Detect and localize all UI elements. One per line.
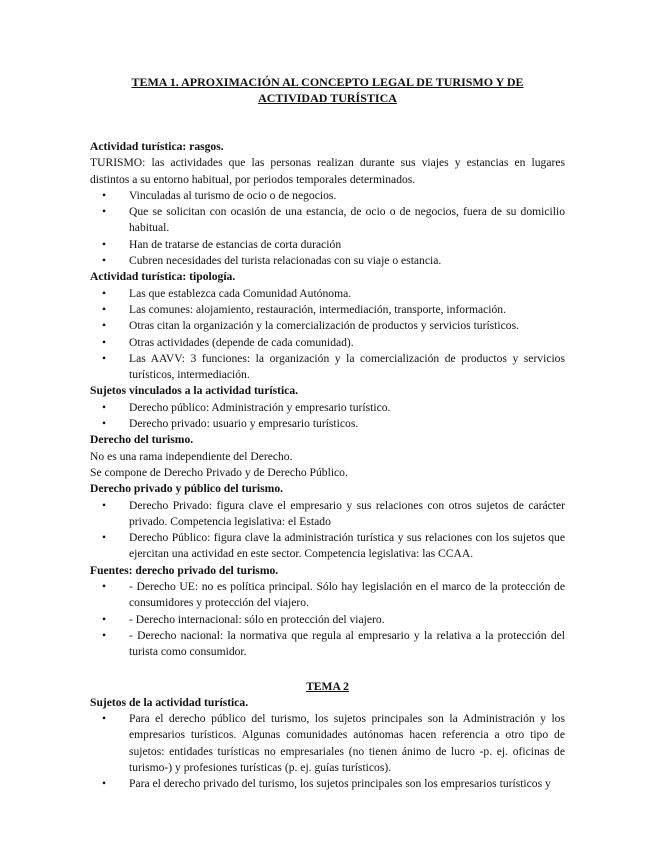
list-item-text: - Derecho internacional: sólo en protección del viajero.	[129, 612, 385, 626]
bullet-list	[90, 711, 565, 792]
section-heading: Derecho del turismo.	[90, 433, 194, 447]
bullet-icon: •	[102, 319, 107, 333]
list-item-text: Las que establezca cada Comunidad Autónoma.	[129, 286, 352, 300]
bullet-list	[90, 498, 565, 563]
list-item	[90, 400, 565, 416]
section-heading: Fuentes: derecho privado del turismo.	[90, 563, 279, 577]
list-item	[90, 318, 565, 334]
tema2-title: TEMA 2	[306, 679, 349, 693]
list-item-text: Que se solicitan con ocasión de una estancia, de ocio o de negocios, fuera de su domicilio habitual.	[129, 205, 565, 235]
list-item	[90, 302, 565, 318]
bullet-icon: •	[102, 417, 107, 431]
bullet-icon: •	[102, 188, 107, 202]
bullet-list	[90, 579, 565, 660]
bullet-icon: •	[102, 531, 107, 545]
section-privado-publico	[90, 481, 565, 562]
list-item-text: Para el derecho público del turismo, los sujetos principales son la Administración y los empresarios turísticos. Algunas comunidades autónomas hacen referencia a otro tipo de sujetos: entidades turísticas no empresariales (no tienen ánimo de lucro -p. ej. oficinas de turismo-) y profesiones turísticas (p. ej. guías turísticos).	[129, 712, 565, 774]
bullet-icon: •	[102, 628, 107, 642]
section-heading: Derecho privado y público del turismo.	[90, 482, 284, 496]
list-item	[90, 579, 565, 612]
list-item-text: Las comunes: alojamiento, restauración, intermediación, transporte, información.	[129, 302, 506, 316]
list-item-text: Las AAVV: 3 funciones: la organización y la comercialización de productos y servicios turísticos, intermediación.	[129, 351, 565, 382]
section-fuentes	[90, 563, 565, 661]
bullet-icon: •	[102, 254, 107, 268]
section-heading: Actividad turística: tipología.	[90, 270, 236, 284]
bullet-icon: •	[102, 400, 107, 414]
list-item-text: Cubren necesidades del turista relacionadas con su viaje o estancia.	[129, 254, 442, 268]
list-item-text: Vinculadas al turismo de ocio o de negocios.	[129, 188, 337, 202]
list-item	[90, 628, 565, 661]
list-item	[90, 188, 565, 204]
list-item	[90, 335, 565, 351]
list-item-text: Derecho privado: usuario y empresario turísticos.	[129, 417, 359, 431]
bullet-icon: •	[102, 712, 107, 726]
bullet-list	[90, 286, 565, 384]
list-item-text: Derecho público: Administración y empresario turístico.	[129, 400, 391, 414]
section-tema2-sujetos	[90, 695, 565, 793]
list-item	[90, 351, 565, 384]
list-item-text: Otras citan la organización y la comercialización de productos y servicios turísticos.	[129, 319, 519, 333]
bullet-icon: •	[102, 351, 107, 365]
list-item-text: Derecho Público: figura clave la administración turística y sus relaciones con los sujetos que ejercitan una actividad en este sector. Competencia legislativa: las CCAA.	[129, 531, 565, 561]
list-item-text: Para el derecho privado del turismo, los sujetos principales son los empresarios turísticos y	[129, 777, 551, 791]
bullet-icon: •	[102, 335, 107, 349]
list-item	[90, 498, 565, 531]
list-item-text: - Derecho UE: no es política principal. Sólo hay legislación en el marco de la protección de consumidores y protección del viajero.	[129, 580, 565, 610]
list-item-text: - Derecho nacional: la normativa que regula al empresario y la relativa a la protección del turista como consumidor.	[129, 628, 565, 659]
bullet-list	[90, 400, 565, 433]
list-item	[90, 776, 565, 792]
list-item	[90, 416, 565, 432]
paragraph: No es una rama independiente del Derecho.	[90, 449, 293, 463]
bullet-icon: •	[102, 286, 107, 300]
definition-paragraph: TURISMO: las actividades que las personas realizan durante sus viajes y estancias en lugares distintos a su entorno habitual, por periodos temporales determinados.	[90, 156, 565, 186]
bullet-list	[90, 188, 565, 269]
list-item-text: Han de tratarse de estancias de corta duración	[129, 237, 342, 251]
paragraph: Se compone de Derecho Privado y de Derecho Público.	[90, 465, 348, 479]
list-item-text: Derecho Privado: figura clave el empresario y sus relaciones con otros sujetos de carácter privado. Competencia legislativa: el Estado	[129, 498, 565, 528]
section-tipologia	[90, 269, 565, 383]
list-item	[90, 237, 565, 253]
bullet-icon: •	[102, 302, 107, 316]
section-sujetos	[90, 383, 565, 432]
bullet-icon: •	[102, 498, 107, 512]
section-heading: Sujetos vinculados a la actividad turística.	[90, 384, 299, 398]
bullet-icon: •	[102, 612, 107, 626]
list-item	[90, 286, 565, 302]
bullet-icon: •	[102, 205, 107, 219]
section-derecho-turismo	[90, 432, 565, 481]
section-heading: Sujetos de la actividad turística.	[90, 695, 249, 709]
list-item	[90, 530, 565, 563]
list-item	[90, 204, 565, 237]
list-item	[90, 711, 565, 776]
list-item	[90, 253, 565, 269]
document-title: TEMA 1. APROXIMACIÓN AL CONCEPTO LEGAL DE TURISMO Y DE ACTIVIDAD TURÍSTICA	[131, 75, 524, 105]
section-heading: Actividad turística: rasgos.	[90, 140, 224, 153]
list-item	[90, 612, 565, 628]
list-item-text: Otras actividades (depende de cada comunidad).	[129, 335, 354, 349]
section-rasgos	[90, 139, 565, 269]
bullet-icon: •	[102, 580, 107, 594]
bullet-icon: •	[102, 237, 107, 251]
bullet-icon: •	[102, 777, 107, 791]
